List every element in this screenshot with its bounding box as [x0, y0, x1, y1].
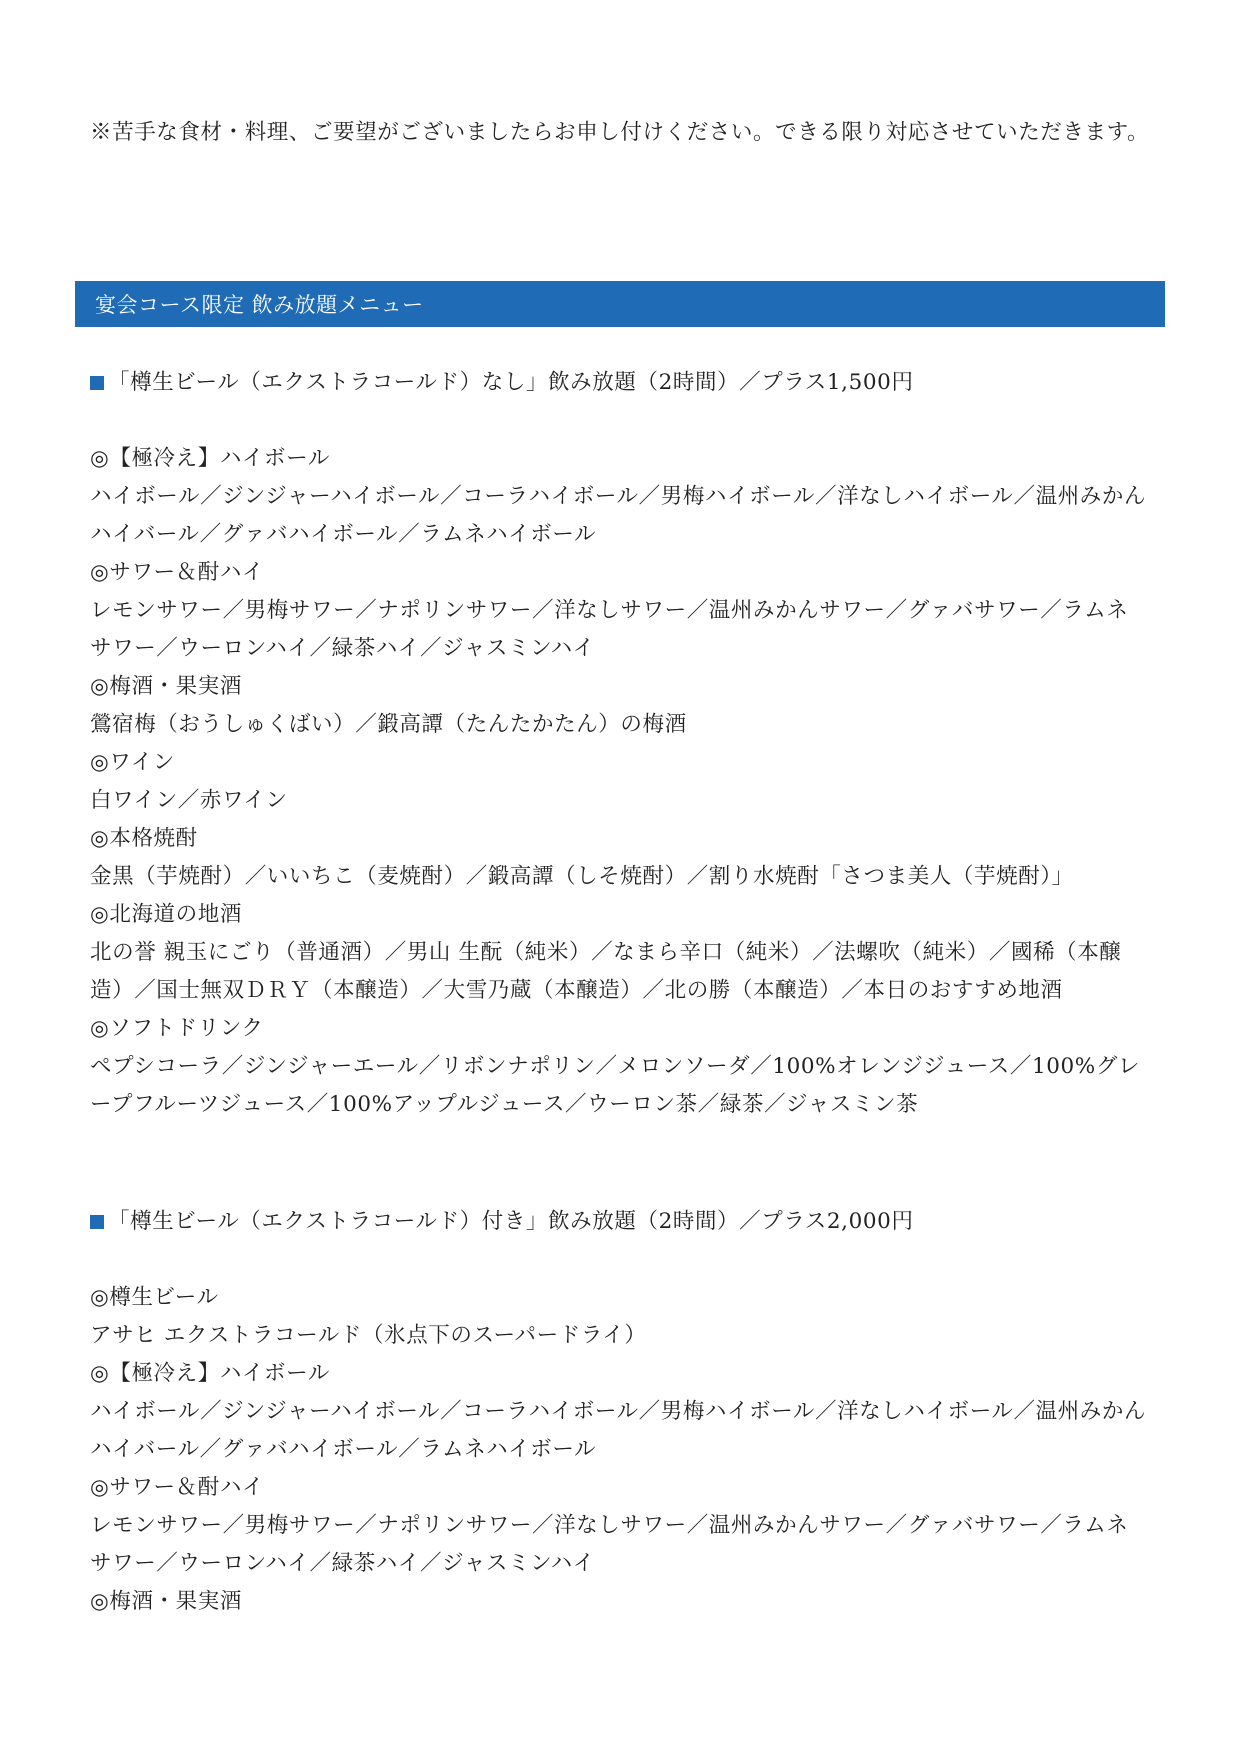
course-heading-text: 「樽生ビール（エクストラコールド）付き」飲み放題（2時間）／プラス2,000円 [108, 1209, 914, 1234]
category-items: 白ワイン／赤ワイン [90, 788, 288, 813]
category-title: ◎サワー＆酎ハイ [90, 1475, 265, 1500]
blue-square-icon [90, 376, 104, 390]
banner-title: 宴会コース限定 飲み放題メニュー [95, 293, 424, 317]
course-heading-text: 「樽生ビール（エクストラコールド）なし」飲み放題（2時間）／プラス1,500円 [108, 370, 914, 395]
category-items: 鶯宿梅（おうしゅくばい）／鍛高譚（たんたかたん）の梅酒 [90, 712, 687, 737]
category-title: ◎【極冷え】ハイボール [90, 446, 330, 471]
category-items: ハイボール／ジンジャーハイボール／コーラハイボール／男梅ハイボール／洋なしハイボール／温州みかんハイバール／グァバハイボール／ラムネハイボール [90, 1399, 1147, 1462]
category-items: ペプシコーラ／ジンジャーエール／リボンナポリン／メロンソーダ／100%オレンジジュース／100%グレープフルーツジュース／100%アップルジュース／ウーロン茶／緑茶／ジャスミン茶 [90, 1054, 1141, 1117]
category-items: レモンサワー／男梅サワー／ナポリンサワー／洋なしサワー／温州みかんサワー／グァバサワー／ラムネサワー／ウーロンハイ／緑茶ハイ／ジャスミンハイ [90, 598, 1129, 661]
category-items: レモンサワー／男梅サワー／ナポリンサワー／洋なしサワー／温州みかんサワー／グァバサワー／ラムネサワー／ウーロンハイ／緑茶ハイ／ジャスミンハイ [90, 1513, 1129, 1576]
category-title: ◎ソフトドリンク [90, 1016, 264, 1041]
category-title: ◎梅酒・果実酒 [90, 1589, 242, 1614]
category-title: ◎北海道の地酒 [90, 902, 242, 927]
course-without-beer [90, 364, 1150, 1124]
course-heading [90, 364, 1150, 402]
section-banner [75, 281, 1165, 327]
category-items: 北の誉 親玉にごり（普通酒）／男山 生酛（純米）／なまら辛口（純米）／法螺吹（純米）／國稀（本醸造）／国士無双ＤＲＹ（本醸造）／大雪乃蔵（本醸造）／北の勝（本醸造）／本日のおすすめ地酒 [90, 940, 1122, 1003]
category-items: ハイボール／ジンジャーハイボール／コーラハイボール／男梅ハイボール／洋なしハイボール／温州みかんハイバール／グァバハイボール／ラムネハイボール [90, 484, 1147, 547]
category-title: ◎ワイン [90, 750, 176, 775]
category-title: ◎本格焼酎 [90, 826, 198, 851]
category-title: ◎樽生ビール [90, 1285, 219, 1310]
category-items: 金黒（芋焼酎）／いいちこ（麦焼酎）／鍛高譚（しそ焼酎）／割り水焼酎「さつま美人（芋焼酎）」 [90, 864, 1074, 889]
category-title: ◎【極冷え】ハイボール [90, 1361, 330, 1386]
category-title: ◎梅酒・果実酒 [90, 674, 242, 699]
category-items: アサヒ エクストラコールド（氷点下のスーパードライ） [90, 1323, 647, 1348]
course-heading [90, 1203, 1150, 1241]
allergy-note: ※苦手な食材・料理、ご要望がございましたらお申し付けください。できる限り対応させていただきます。 [90, 119, 1150, 145]
course-with-beer [90, 1203, 1150, 1621]
category-title: ◎サワー＆酎ハイ [90, 560, 265, 585]
blue-square-icon [90, 1215, 104, 1229]
